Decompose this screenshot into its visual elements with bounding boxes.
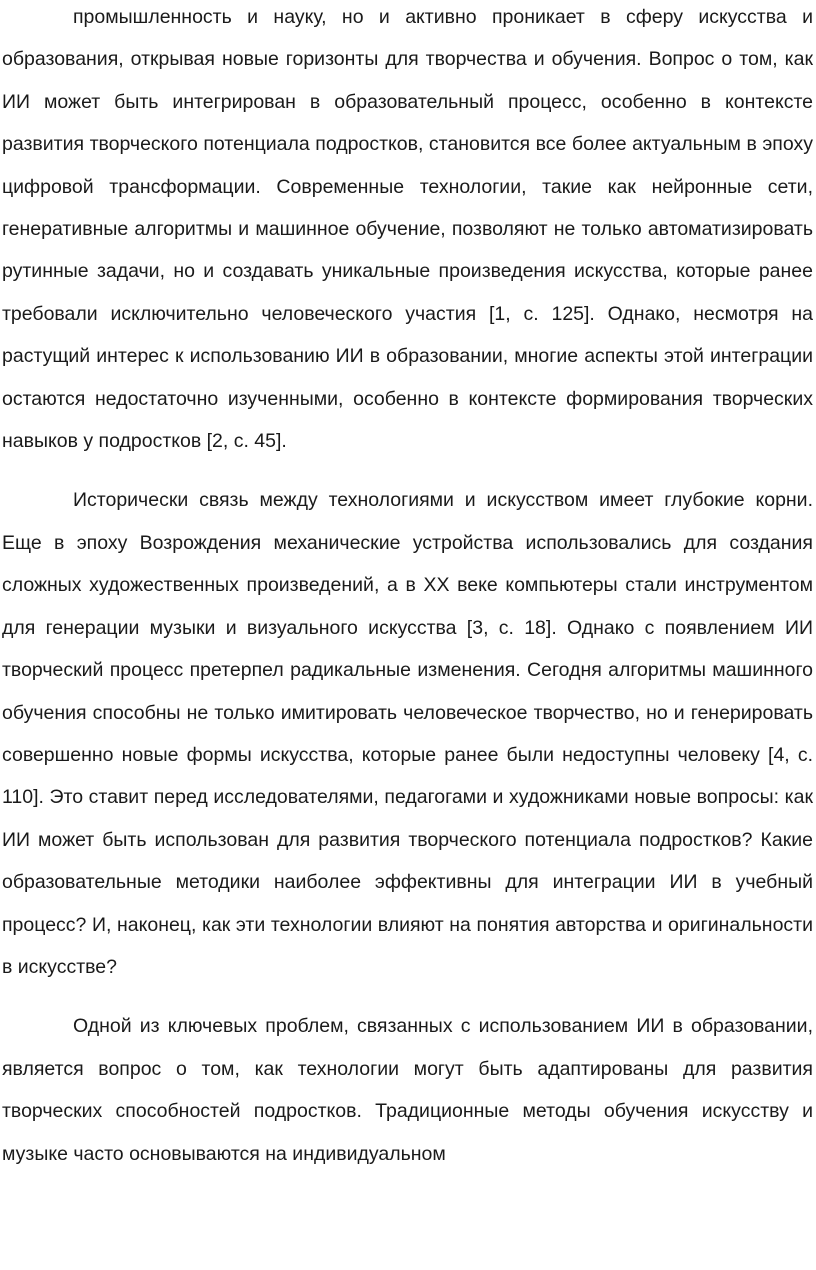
paragraph-history: Исторически связь между технологиями и искусством имеет глубокие корни. Еще в эпоху Возрождения механические устройства использовались для создания сложных художественных произведений, а в XX веке компьютеры стали инструментом для генерации музыки и визуального искусства [3, с. 18]. Однако с появлением ИИ творческий процесс претерпел радикальные изменения. Сегодня алгоритмы машинного обучения способны не только имитировать человеческое творчество, но и генерировать совершенно новые формы искусства, которые ранее были недоступны человеку [4, с. 110]. Это ставит перед исследователями, педагогами и художниками новые вопросы: как ИИ может быть использован для развития творческого потенциала подростков? Какие образовательные методики наиболее эффективны для интеграции ИИ в учебный процесс? И, наконец, как эти технологии влияют на понятия авторства и оригинальности в искусстве? <box>2 489 813 978</box>
paragraph-key-problems: Одной из ключевых проблем, связанных с использованием ИИ в образовании, является вопрос о том, как технологии могут быть адаптированы для развития творческих способностей подростков. Традиционные методы обучения искусству и музыке часто основываются на индивидуальном <box>2 1015 813 1165</box>
paragraph-continuation: промышленность и науку, но и активно проникает в сферу искусства и образования, открывая новые горизонты для творчества и обучения. Вопрос о том, как ИИ может быть интегрирован в образовательный процесс, особенно в контексте развития творческого потенциала подростков, становится все более актуальным в эпоху цифровой трансформации. Современные технологии, такие как нейронные сети, генеративные алгоритмы и машинное обучение, позволяют не только автоматизировать рутинные задачи, но и создавать уникальные произведения искусства, которые ранее требовали исключительно человеческого участия [1, с. 125]. Однако, несмотря на растущий интерес к использованию ИИ в образовании, многие аспекты этой интеграции остаются недостаточно изученными, особенно в контексте формирования творческих навыков у подростков [2, с. 45]. <box>2 6 813 453</box>
